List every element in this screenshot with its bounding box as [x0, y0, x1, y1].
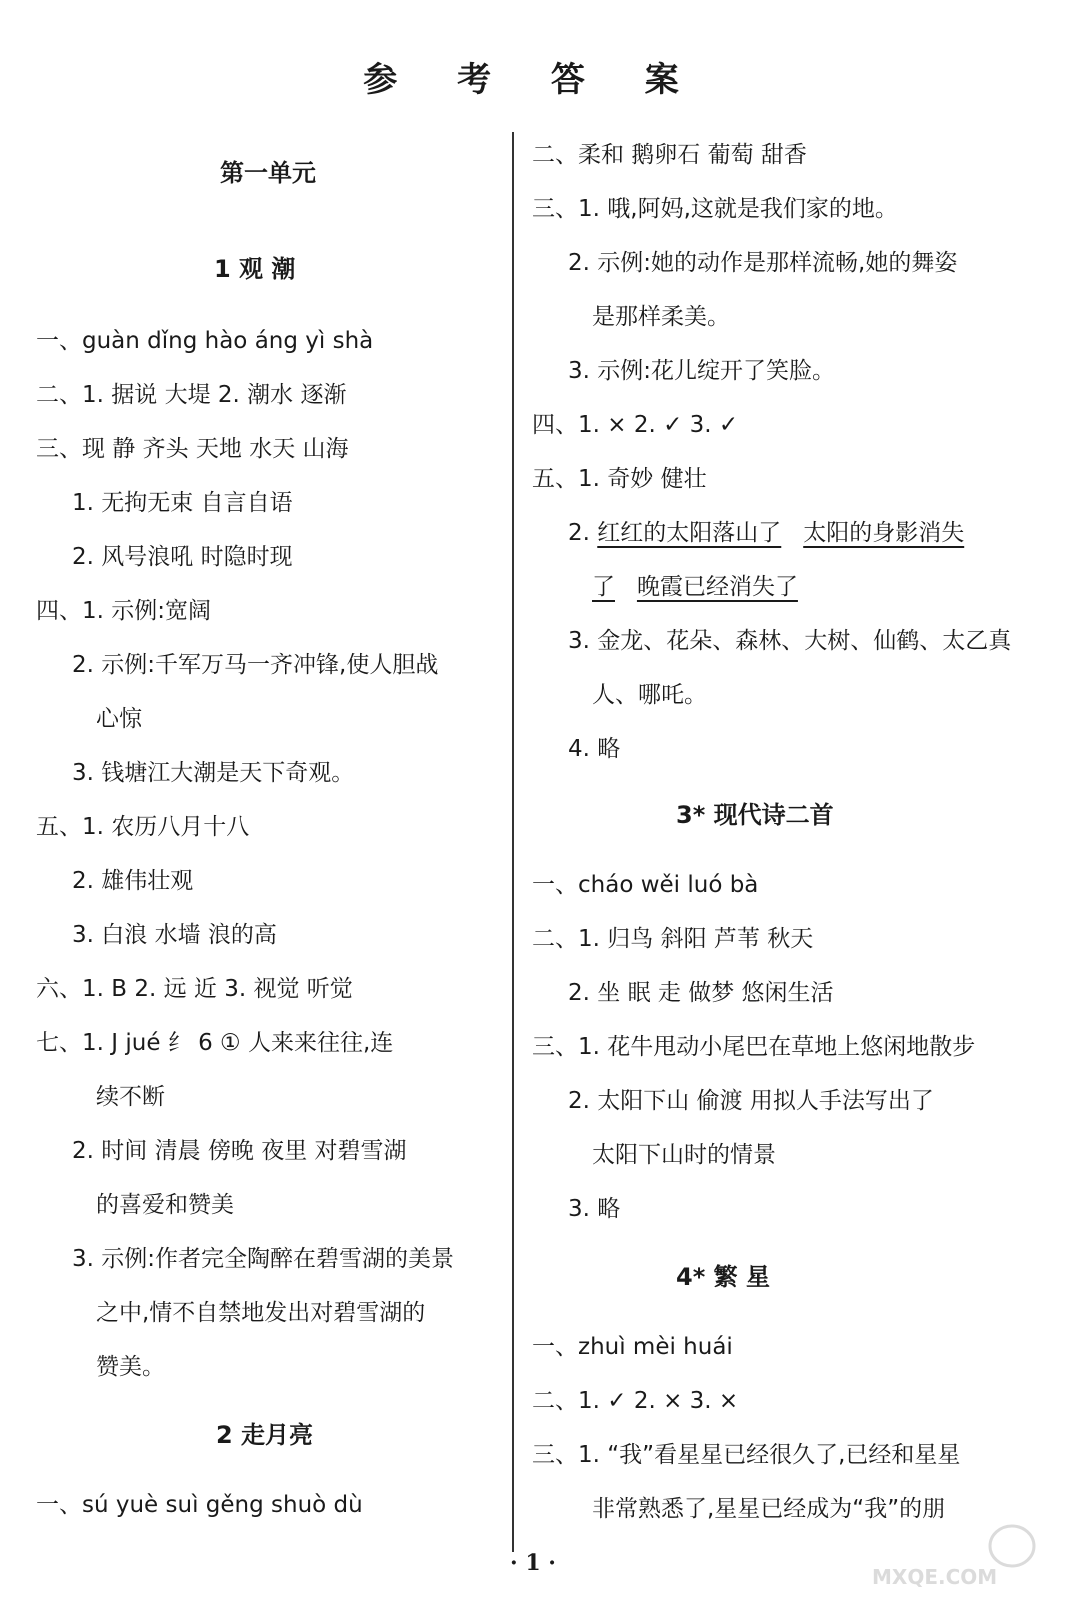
unit-heading: 第一单元 [220, 159, 316, 187]
answer-line: 1. 无拘无束 自言自语 [72, 490, 293, 516]
answer-line: 一、zhuì mèi huái [532, 1334, 733, 1360]
answer-line: 六、1. B 2. 远 近 3. 视觉 听觉 [36, 976, 353, 1002]
answer-line: 的喜爱和赞美 [96, 1192, 234, 1218]
underlined-answer: 太阳的身影消失 [803, 520, 965, 546]
answer-line: 三、1. “我”看星星已经很久了,已经和星星 [532, 1442, 961, 1468]
underlined-answer: 晚霞已经消失了 [636, 574, 798, 600]
answer-line: 2. 太阳下山 偷渡 用拟人手法写出了 [568, 1088, 934, 1114]
page-number: · 1 · [510, 1550, 556, 1576]
answer-line: 3. 示例:作者完全陶醉在碧雪湖的美景 [72, 1246, 455, 1272]
answer-line: 3. 金龙、花朵、森林、大树、仙鹤、太乙真 [568, 628, 1012, 654]
answer-line: 一、sú yuè suì gěng shuò dù [36, 1492, 363, 1518]
answer-line: 2. 坐 眠 走 做梦 悠闲生活 [568, 980, 834, 1006]
answer-line: 3. 钱塘江大潮是天下奇观。 [72, 760, 355, 786]
answer-line: 2. 时间 清晨 傍晚 夜里 对碧雪湖 [72, 1138, 407, 1164]
answer-number: 2. [568, 520, 598, 546]
answer-line: 3. 白浪 水墙 浪的高 [72, 922, 277, 948]
answer-line: 之中,情不自禁地发出对碧雪湖的 [96, 1300, 426, 1326]
underlined-answer: 了 [592, 574, 615, 600]
answer-line [592, 570, 798, 604]
underlined-answer: 红红的太阳落山了 [597, 520, 782, 546]
answer-line: 赞美。 [96, 1354, 165, 1380]
answer-line: 一、guàn dǐng hào áng yì shà [36, 328, 374, 354]
page-title: 参 考 答 案 [363, 60, 703, 100]
answer-line: 续不断 [96, 1084, 165, 1110]
lesson-3-title: 3* 现代诗二首 [676, 801, 834, 829]
answer-line: 2. 雄伟壮观 [72, 868, 194, 894]
lesson-1-title: 1 观 潮 [214, 255, 296, 283]
answer-line: 四、1. × 2. ✓ 3. ✓ [532, 412, 739, 438]
answer-line [568, 516, 964, 550]
answer-line: 五、1. 农历八月十八 [36, 814, 250, 840]
answer-line: 4. 略 [568, 736, 621, 762]
answer-line: 三、现 静 齐头 天地 水天 山海 [36, 436, 349, 462]
lesson-4-title: 4* 繁 星 [676, 1263, 770, 1291]
answer-line: 3. 示例:花儿绽开了笑脸。 [568, 358, 836, 384]
answer-line: 五、1. 奇妙 健壮 [532, 466, 707, 492]
answer-line: 二、柔和 鹅卵石 葡萄 甜香 [532, 142, 807, 168]
answer-line: 四、1. 示例:宽阔 [36, 598, 212, 624]
answer-line: 三、1. 哦,阿妈,这就是我们家的地。 [532, 196, 898, 222]
answer-line: 太阳下山时的情景 [592, 1142, 776, 1168]
answer-line: 心惊 [96, 706, 142, 732]
watermark-logo [862, 1522, 1042, 1592]
answer-line: 二、1. ✓ 2. × 3. × [532, 1388, 739, 1414]
lesson-2-title: 2 走月亮 [216, 1421, 314, 1449]
answer-line: 2. 示例:千军万马一齐冲锋,使人胆战 [72, 652, 439, 678]
watermark-text: MXQE.COM [872, 1565, 998, 1589]
answer-line: 人、哪吒。 [592, 682, 707, 708]
answer-line: 是那样柔美。 [592, 304, 730, 330]
answer-line: 一、cháo wěi luó bà [532, 872, 759, 898]
answer-line: 七、1. J jué 纟 6 ① 人来来往往,连 [36, 1030, 394, 1056]
answer-line: 2. 示例:她的动作是那样流畅,她的舞姿 [568, 250, 958, 276]
answer-line: 二、1. 据说 大堤 2. 潮水 逐渐 [36, 382, 347, 408]
column-divider [512, 132, 514, 1552]
answer-line: 二、1. 归鸟 斜阳 芦苇 秋天 [532, 926, 814, 952]
answer-line: 非常熟悉了,星星已经成为“我”的朋 [592, 1496, 946, 1522]
answer-line: 3. 略 [568, 1196, 621, 1222]
answer-line: 2. 风号浪吼 时隐时现 [72, 544, 293, 570]
answer-line: 三、1. 花牛甩动小尾巴在草地上悠闲地散步 [532, 1034, 976, 1060]
